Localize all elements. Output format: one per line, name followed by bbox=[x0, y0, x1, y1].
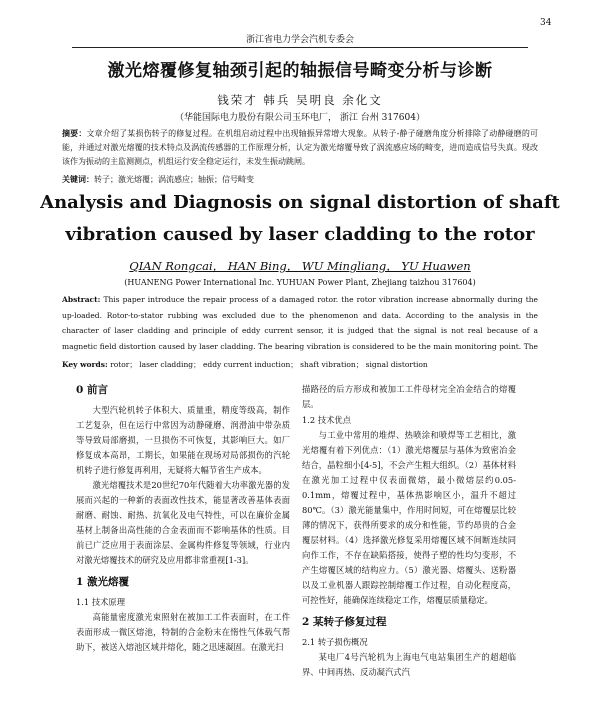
subsection-heading-advantages: 1.2 技术优点 bbox=[302, 415, 352, 425]
english-abstract bbox=[62, 292, 538, 354]
body-paragraph: 激光熔覆技术是20世纪70年代随着大功率激光器的发展而兴起的一种新的表面改性技术，能显著改善基体表面耐磨、耐蚀、耐热、抗氧化及电气特性，可以在廉价金属基材上制备出高性能的合金表面而不影响基体的性质。目前已广泛应用于表面涂层、金属构件修复等领域，行业内对激光熔覆技术的研究及应用都非常重视[1-3]。 bbox=[76, 480, 290, 565]
english-keywords-label: Key words: bbox=[62, 360, 108, 369]
section-heading-introduction: 0 前言 bbox=[76, 384, 108, 396]
body-paragraph: 高能量密度激光束照射在被加工工件表面时，在工件表面形成一微区熔池，特制的合金粉末在惰性气体载气帮助下，被送入熔池区域并熔化，随之迅速凝固。在激光扫 bbox=[76, 612, 290, 652]
page-number: 34 bbox=[540, 18, 552, 28]
subsection-heading-damage-overview: 2.1 转子损伤概况 bbox=[302, 637, 368, 647]
english-title-line-1: Analysis and Diagnosis on signal distortion of shaft bbox=[40, 192, 560, 213]
english-abstract-label: Abstract: bbox=[62, 295, 101, 304]
chinese-abstract-label: 摘要： bbox=[62, 128, 87, 138]
body-paragraph: 大型汽轮机转子体积大、质量重，精度等级高，制作工艺复杂，但在运行中常因为动静碰磨、润滑油中带杂质等导致局部磨损，一旦损伤不可恢复，其影响巨大。如厂修复成本高昂，工期长，如果能在现场对局部损伤的汽轮机转子进行修复再利用，无疑将大幅节省生产成本。 bbox=[76, 405, 290, 475]
body-column-left bbox=[76, 382, 290, 655]
english-keywords bbox=[62, 358, 538, 372]
chinese-abstract-text: 文章介绍了某损伤转子的修复过程。在机组启动过程中出现轴振异常增大现象。从转子-静子碰磨角度分析排除了动静碰磨的可能，并通过对激光熔覆的技术特点及涡流传感器的工作原理分析，认定为激光熔覆导致了涡流感应场的畸变，进而造成信号失真。现改该作为振动的主监测测点，机组运行安全稳定运行，未发生振动跳闸。 bbox=[62, 129, 538, 166]
header-rule bbox=[72, 47, 528, 48]
body-paragraph-continued: 描路径的后方形成和被加工工件母材完全冶金结合的熔覆层。 bbox=[302, 384, 516, 409]
chinese-abstract bbox=[62, 126, 538, 170]
body-paragraph: 与工业中常用的堆焊、热喷涂和喷焊等工艺相比，激光熔覆有着下列优点：（1）激光熔覆层与基体为致密冶金结合，晶粒细小[4-5]，不会产生粗大组织。（2）基体材料在激光加工过程中仅表面微熔，最小微熔层约0.05-0.1mm，熔覆过程中，基体热影响区小，温升不超过80℃。（3）激光能量集中，作用时间短，可在熔覆层比较薄的情况下，获得所要求的成分和性能，节约昂贵的合金覆层材料。（4）选择激光修复采用熔覆区域不间断连续同向作工作，不存在缺陷搭接，使得子塑的性均匀变形，不产生熔覆区域的结构应力。（5）激光器、熔覆头、送粉器以及工业机器人跟踪控制熔覆工作过程，自动化程度高，可控性好，能确保连续稳定工作，熔覆层质量稳定。 bbox=[302, 430, 516, 605]
chinese-authors: 钱荣才 韩兵 吴明良 余化文 bbox=[217, 93, 383, 107]
english-keywords-text: rotor； laser cladding； eddy current induction； shaft vibration； signal distortion bbox=[110, 360, 428, 369]
chinese-affiliation: （华能国际电力股份有限公司玉环电厂， 浙江 台州 317604） bbox=[175, 113, 425, 123]
body-column-right bbox=[302, 382, 516, 680]
section-heading-rotor-repair: 2 某转子修复过程 bbox=[302, 616, 387, 628]
running-head: 浙江省电力学会汽机专委会 bbox=[245, 35, 354, 45]
body-paragraph: 某电厂4号汽轮机为上海电气电站集团生产的超超临界、中间再热、反动凝汽式汽 bbox=[302, 652, 516, 677]
english-authors: QIAN Rongcai， HAN Bing， WU Mingliang， YU Huawen bbox=[129, 259, 471, 273]
chinese-title: 激光熔覆修复轴颈引起的轴振信号畸变分析与诊断 bbox=[107, 61, 493, 81]
english-affiliation: (HUANENG Power International Inc. YUHUAN Power Plant, Zhejiang taizhou 317604) bbox=[124, 278, 476, 287]
chinese-keywords bbox=[62, 172, 538, 187]
subsection-heading-principle: 1.1 技术原理 bbox=[76, 597, 126, 607]
chinese-keywords-text: 转子；激光熔覆；涡流感应；轴振；信号畸变 bbox=[94, 175, 254, 184]
english-abstract-text: This paper introduce the repair process of a damaged rotor. the rotor vibration increase abnormally during the up-loaded. Rotor-to-stator rubbing was excluded due to the phenomenon and data. According to the analysis in the character of laser cladding and principle of eddy current sensor, it is judged that the signal is not real because of a magnetic field distortion caused by laser cladding. The bearing vibration is considered to be the main monitoring point. The bbox=[62, 295, 538, 351]
chinese-keywords-label: 关键词： bbox=[62, 174, 94, 184]
english-title-line-2: vibration caused by laser cladding to the rotor bbox=[65, 224, 535, 245]
section-heading-laser-cladding: 1 激光熔覆 bbox=[76, 576, 129, 588]
